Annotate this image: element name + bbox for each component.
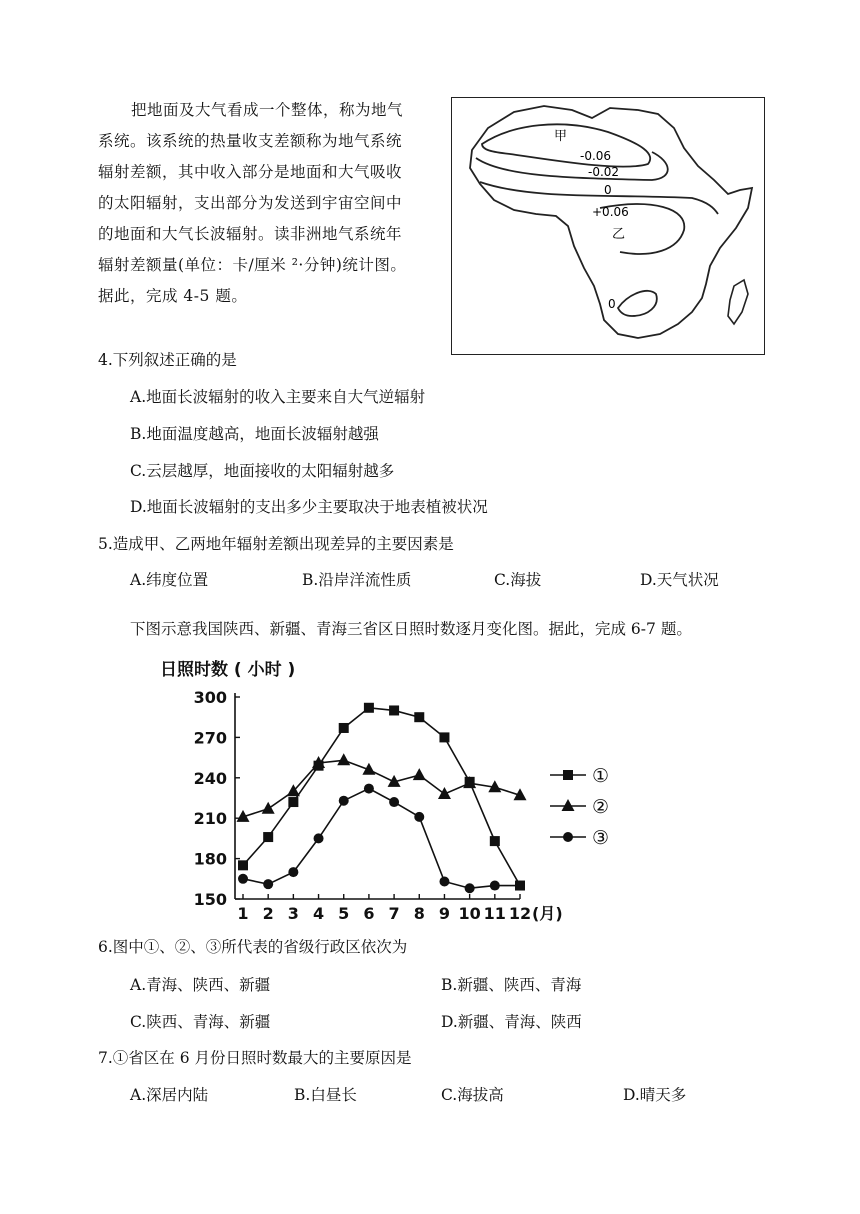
legend-marker (562, 799, 575, 811)
data-point (339, 723, 349, 733)
q5-option-a[interactable]: A.纬度位置 (130, 571, 209, 589)
q6-option-a[interactable]: A.青海、陕西、新疆 (130, 976, 271, 994)
x-tick-label: 4 (312, 904, 325, 923)
intro-line: 系统。该系统的热量收支差额称为地气系统 (98, 132, 403, 150)
data-point (414, 812, 424, 822)
data-point (515, 881, 525, 891)
x-tick-label: 3 (287, 904, 299, 923)
question-4-stem: 4.下列叙述正确的是 (98, 351, 237, 369)
data-point (288, 867, 298, 877)
label-iso-minus-006: -0.06 (580, 149, 612, 163)
label-yi: 乙 (612, 227, 626, 242)
intro-line: 辐射差额，其中收入部分是地面和大气吸收 (98, 163, 403, 181)
data-point (263, 879, 273, 889)
data-point (364, 784, 374, 794)
chart-series-layer (237, 703, 527, 893)
x-axis-label: (月) (532, 904, 563, 923)
intro-line: 辐射差额量(单位：卡/厘米 ²·分钟)统计图。 (98, 256, 407, 274)
x-tick-label: 1 (237, 904, 249, 923)
africa-map-svg (452, 98, 764, 354)
data-point (339, 796, 349, 806)
x-tick-label: 5 (338, 904, 350, 923)
q4-option-c[interactable]: C.云层越厚，地面接收的太阳辐射越多 (130, 462, 395, 480)
data-point (439, 732, 449, 742)
q7-option-c[interactable]: C.海拔高 (441, 1086, 504, 1104)
q7-option-a[interactable]: A.深居内陆 (130, 1086, 209, 1104)
series-line (243, 760, 520, 817)
q7-option-b[interactable]: B.白昼长 (294, 1086, 357, 1104)
data-point (263, 832, 273, 842)
data-point (337, 753, 350, 765)
data-point (389, 705, 399, 715)
data-point (465, 883, 475, 893)
intro-line: 把地面及大气看成一个整体，称为地气 (131, 101, 404, 119)
q5-option-c[interactable]: C.海拔 (494, 571, 542, 589)
intro-line: 的地面和大气长波辐射。读非洲地气系统年 (98, 225, 403, 243)
intro-paragraph (98, 95, 438, 312)
data-point (414, 712, 424, 722)
legend-marker (563, 770, 573, 780)
intro-line: 据此，完成 4-5 题。 (98, 287, 248, 305)
data-point (238, 874, 248, 884)
data-point (238, 860, 248, 870)
x-tick-label: 8 (413, 904, 425, 923)
q6-option-c[interactable]: C.陕西、青海、新疆 (130, 1013, 271, 1031)
madagascar-outline (728, 280, 748, 324)
data-point (490, 881, 500, 891)
x-tick-label: 2 (262, 904, 274, 923)
q5-option-d[interactable]: D.天气状况 (640, 571, 719, 589)
q6-option-b[interactable]: B.新疆、陕西、青海 (441, 976, 582, 994)
chart-title: 日照时数 ( 小时 ) (160, 660, 296, 680)
series-1 (238, 703, 525, 891)
data-point (364, 703, 374, 713)
y-tick-label: 180 (193, 849, 227, 869)
question-6-stem: 6.图中①、②、③所代表的省级行政区依次为 (98, 938, 408, 956)
intro-6-7: 下图示意我国陕西、新疆、青海三省区日照时数逐月变化图。据此，完成 6-7 题。 (130, 620, 692, 638)
label-iso-zero: 0 (604, 183, 612, 197)
label-iso-plus-006: +0.06 (592, 205, 629, 219)
x-tick-label: 9 (438, 904, 451, 923)
question-5-stem: 5.造成甲、乙两地年辐射差额出现差异的主要因素是 (98, 535, 454, 553)
q4-option-a[interactable]: A.地面长波辐射的收入主要来自大气逆辐射 (130, 388, 426, 406)
data-point (439, 876, 449, 886)
chart-legend (550, 765, 609, 849)
y-tick-label: 210 (193, 809, 227, 829)
label-iso-zero-south: 0 (608, 297, 616, 311)
intro-line: 的太阳辐射，支出部分为发送到宇宙空间中 (98, 194, 403, 212)
x-tick-label: 7 (388, 904, 400, 923)
legend-label: ② (592, 796, 610, 818)
y-tick-label: 270 (193, 728, 227, 748)
label-iso-minus-002: -0.02 (588, 165, 620, 179)
q6-option-d[interactable]: D.新疆、青海、陕西 (441, 1013, 582, 1031)
data-point (438, 787, 451, 799)
legend-label: ③ (592, 827, 610, 849)
y-tick-label: 150 (193, 890, 227, 909)
label-jia: 甲 (554, 129, 568, 144)
data-point (314, 833, 324, 843)
y-tick-label: 240 (193, 768, 227, 788)
x-tick-label: 11 (483, 904, 506, 923)
q5-option-b[interactable]: B.沿岸洋流性质 (302, 571, 412, 589)
q4-option-b[interactable]: B.地面温度越高，地面长波辐射越强 (130, 425, 379, 443)
x-tick-label: 10 (458, 904, 481, 923)
q7-option-d[interactable]: D.晴天多 (623, 1086, 687, 1104)
data-point (413, 768, 426, 780)
legend-label: ① (592, 765, 610, 787)
data-point (288, 797, 298, 807)
data-point (262, 802, 275, 814)
chart-axes (194, 688, 563, 923)
x-tick-label: 12 (508, 904, 532, 923)
q4-option-d[interactable]: D.地面长波辐射的支出多少主要取决于地表植被状况 (130, 498, 488, 516)
x-tick-label: 6 (363, 904, 375, 923)
sunshine-chart-svg (150, 655, 630, 925)
africa-radiation-map (451, 97, 765, 355)
sunshine-chart (150, 655, 630, 925)
y-tick-label: 300 (193, 688, 227, 707)
isoline-zero-south (618, 291, 657, 316)
legend-marker (563, 832, 573, 842)
question-7-stem: 7.①省区在 6 月份日照时数最大的主要原因是 (98, 1049, 412, 1067)
data-point (490, 836, 500, 846)
data-point (389, 797, 399, 807)
